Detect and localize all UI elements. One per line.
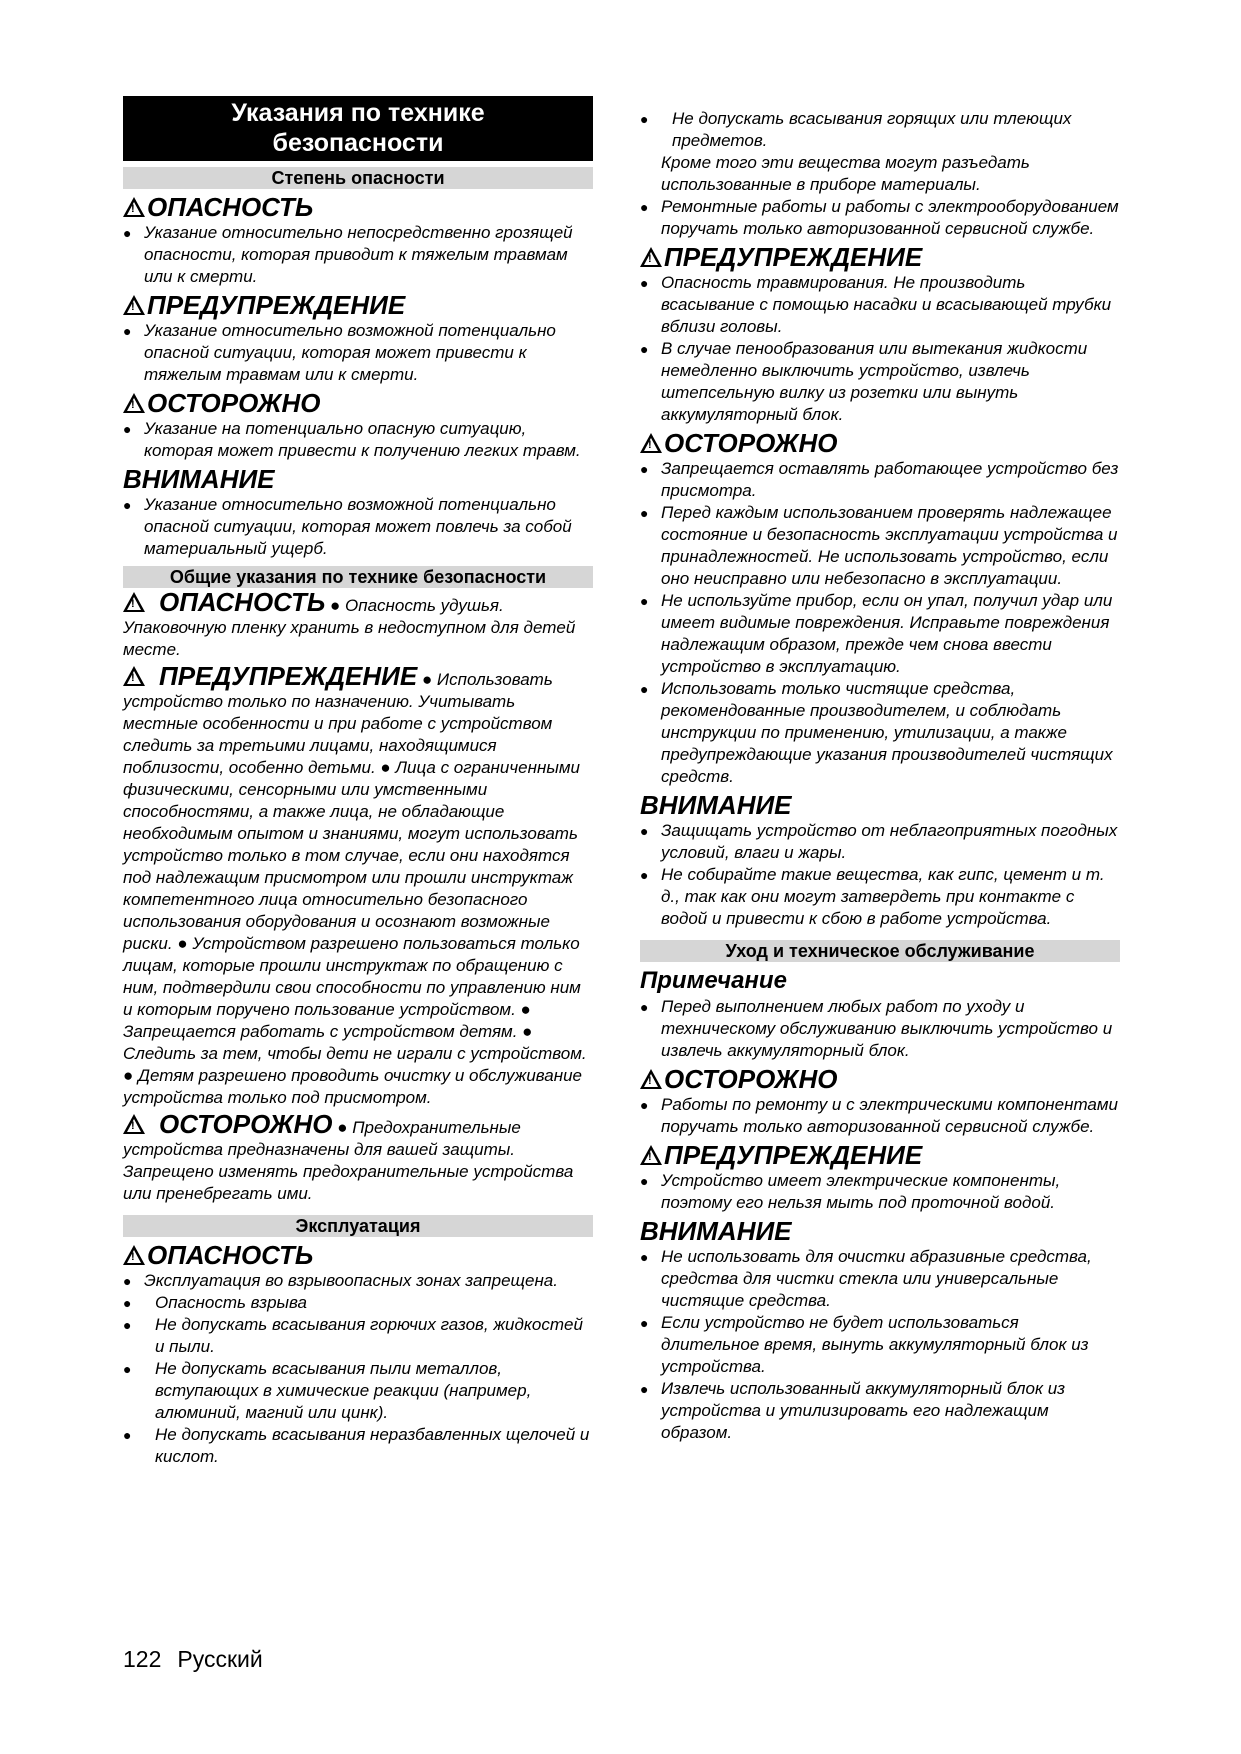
warning-triangle-icon [123, 197, 145, 217]
note-list [640, 996, 1120, 1062]
section-header-danger-levels: Степень опасности [123, 167, 593, 189]
general-warning-paragraph: !ПРЕДУПРЕЖДЕНИЕ ● Использовать устройство только по назначению. Учитывать местные особенности и при работе с устройством следить за третьими лицами, находящимися поблизости, особенно детьми. ● Лица с ограниченными физическими, сенсорными или умственными способностями, а также лица, не обладающие необходимым опытом и знаниями, могут использовать устройство только в том случае, если они находятся под надлежащим присмотром или прошли инструктаж компетентного лица относительно безопасного использования оборудования и осознают возможные риски. ● Устройством разрешено пользоваться только лицам, которые прошли инструктаж по обращению с ним, подтвердили свои способности по управлению ним и которым поручено пользование устройством. ● Запрещается работать с устройством детям. ● Следить за тем, чтобы дети не играли с устройством. ● Детям разрешено проводить очистку и обслуживание устройства только под присмотром. [123, 665, 593, 1109]
maintenance-caution-heading: !ОСТОРОЖНО [640, 1064, 1120, 1094]
operation-caution-list [640, 458, 1120, 788]
list-item: ● Защищать устройство от неблагоприятных погодных условий, влаги и жары. [640, 820, 1120, 864]
operation-continued-list-2 [640, 196, 1120, 240]
warning-triangle-icon [123, 592, 145, 612]
maintenance-attention-heading: ВНИМАНИЕ [640, 1216, 792, 1246]
list-item: ● В случае пенообразования или вытекания жидкости немедленно выключить устройство, извлечь штепсельную вилку из розетки или вынуть аккумуляторный блок. [640, 338, 1120, 426]
general-danger-paragraph: !ОПАСНОСТЬ ● Опасность удушья. Упаковочную пленку хранить в недоступном для детей месте. [123, 591, 593, 661]
list-item: ● Не допускать всасывания горючих газов, жидкостей и пыли. [123, 1314, 593, 1358]
warning-triangle-icon [123, 1114, 145, 1134]
list-item: ● Извлечь использованный аккумуляторный блок из устройства и утилизировать его надлежащим образом. [640, 1378, 1120, 1444]
list-item: ● Перед каждым использованием проверять надлежащее состояние и безопасность эксплуатации устройства и принадлежностей. Не использовать устройство, если оно неисправно или небезопасно в эксплуатации. [640, 502, 1120, 590]
note-heading: Примечание [640, 967, 787, 994]
attention-list [123, 494, 593, 560]
list-item: ● Указание относительно возможной потенциально опасной ситуации, которая может привести к тяжелым травмам или к смерти. [123, 320, 593, 386]
list-item: ● Не используйте прибор, если он упал, получил удар или имеет видимые повреждения. Исправьте повреждения надлежащим образом, прежде чем снова ввести устройство в эксплуатацию. [640, 590, 1120, 678]
operation-danger-heading: !ОПАСНОСТЬ [123, 1240, 593, 1270]
page-footer [123, 1645, 263, 1673]
operation-continued-list [640, 108, 1120, 152]
warning-triangle-icon [640, 247, 662, 267]
list-item: ● Не допускать всасывания горящих или тлеющих предметов. [640, 108, 1120, 152]
list-item: ● Перед выполнением любых работ по уходу и техническому обслуживанию выключить устройство и извлечь аккумуляторный блок. [640, 996, 1120, 1062]
page-title: Указания по технике безопасности [123, 96, 593, 161]
caution-heading: !ОСТОРОЖНО [123, 388, 593, 418]
list-item: ● Указание относительно непосредственно грозящей опасности, которая приводит к тяжелым травмам или к смерти. [123, 222, 593, 288]
maintenance-caution-list [640, 1094, 1120, 1138]
operation-caution-heading: !ОСТОРОЖНО [640, 428, 1120, 458]
section-header-operation: Эксплуатация [123, 1215, 593, 1237]
operation-attention-list [640, 820, 1120, 930]
section-header-maintenance: Уход и техническое обслуживание [640, 940, 1120, 962]
maintenance-warning-list [640, 1170, 1120, 1214]
danger-list [123, 222, 593, 288]
operation-danger-list-2 [123, 1292, 593, 1468]
list-item: ● Опасность взрыва [123, 1292, 593, 1314]
warning-triangle-icon [640, 433, 662, 453]
list-item: ● Не допускать всасывания неразбавленных щелочей и кислот. [123, 1424, 593, 1468]
warning-heading: !ПРЕДУПРЕЖДЕНИЕ [123, 290, 593, 320]
warning-triangle-icon [640, 1069, 662, 1089]
list-item: ● Ремонтные работы и работы с электрооборудованием поручать только авторизованной сервисной службе. [640, 196, 1120, 240]
left-column [123, 96, 593, 1468]
list-item: ● Не допускать всасывания пыли металлов, вступающих в химические реакции (например, алюминий, магний или цинк). [123, 1358, 593, 1424]
operation-continued-note: Кроме того эти вещества могут разъедать использованные в приборе материалы. [661, 153, 1030, 194]
list-item: ● Опасность травмирования. Не производить всасывание с помощью насадки и всасывающей трубки вблизи головы. [640, 272, 1120, 338]
language-label: Русский [177, 1646, 263, 1672]
list-item: ● Запрещается оставлять работающее устройство без присмотра. [640, 458, 1120, 502]
warning-triangle-icon [123, 295, 145, 315]
list-item: ● Использовать только чистящие средства, рекомендованные производителем, и соблюдать инструкции по применению, утилизации, а также предупреждающие указания производителей чистящих средств. [640, 678, 1120, 788]
operation-attention-heading: ВНИМАНИЕ [640, 790, 792, 820]
maintenance-attention-list [640, 1246, 1120, 1444]
attention-heading: ВНИМАНИЕ [123, 464, 275, 494]
operation-warning-heading: !ПРЕДУПРЕЖДЕНИЕ [640, 242, 1120, 272]
operation-danger-list [123, 1270, 593, 1292]
list-item: ● Устройство имеет электрические компоненты, поэтому его нельзя мыть под проточной водой. [640, 1170, 1120, 1214]
list-item: ● Не собирайте такие вещества, как гипс, цемент и т. д., так как они могут затвердеть при контакте с водой и привести к сбою в работе устройства. [640, 864, 1120, 930]
warning-triangle-icon [123, 1245, 145, 1265]
list-item: ● Эксплуатация во взрывоопасных зонах запрещена. [123, 1270, 593, 1292]
list-item: ● Указание на потенциально опасную ситуацию, которая может привести к получению легких травм. [123, 418, 593, 462]
right-column [640, 108, 1120, 1444]
maintenance-warning-heading: !ПРЕДУПРЕЖДЕНИЕ [640, 1140, 1120, 1170]
list-item: ● Если устройство не будет использоваться длительное время, вынуть аккумуляторный блок из устройства. [640, 1312, 1120, 1378]
warning-list [123, 320, 593, 386]
operation-warning-list [640, 272, 1120, 426]
list-item: ● Не использовать для очистки абразивные средства, средства для чистки стекла или универсальные чистящие средства. [640, 1246, 1120, 1312]
warning-triangle-icon [123, 666, 145, 686]
warning-triangle-icon [123, 393, 145, 413]
caution-list [123, 418, 593, 462]
warning-triangle-icon [640, 1145, 662, 1165]
general-caution-paragraph: !ОСТОРОЖНО ● Предохранительные устройства предназначены для вашей защиты. Запрещено изменять предохранительные устройства или пренебрегать ими. [123, 1113, 593, 1205]
danger-heading: !ОПАСНОСТЬ [123, 192, 593, 222]
list-item: ● Работы по ремонту и с электрическими компонентами поручать только авторизованной сервисной службе. [640, 1094, 1120, 1138]
section-header-general-safety: Общие указания по технике безопасности [123, 566, 593, 588]
list-item: ● Указание относительно возможной потенциально опасной ситуации, которая может повлечь за собой материальный ущерб. [123, 494, 593, 560]
page-number: 122 [123, 1646, 162, 1672]
